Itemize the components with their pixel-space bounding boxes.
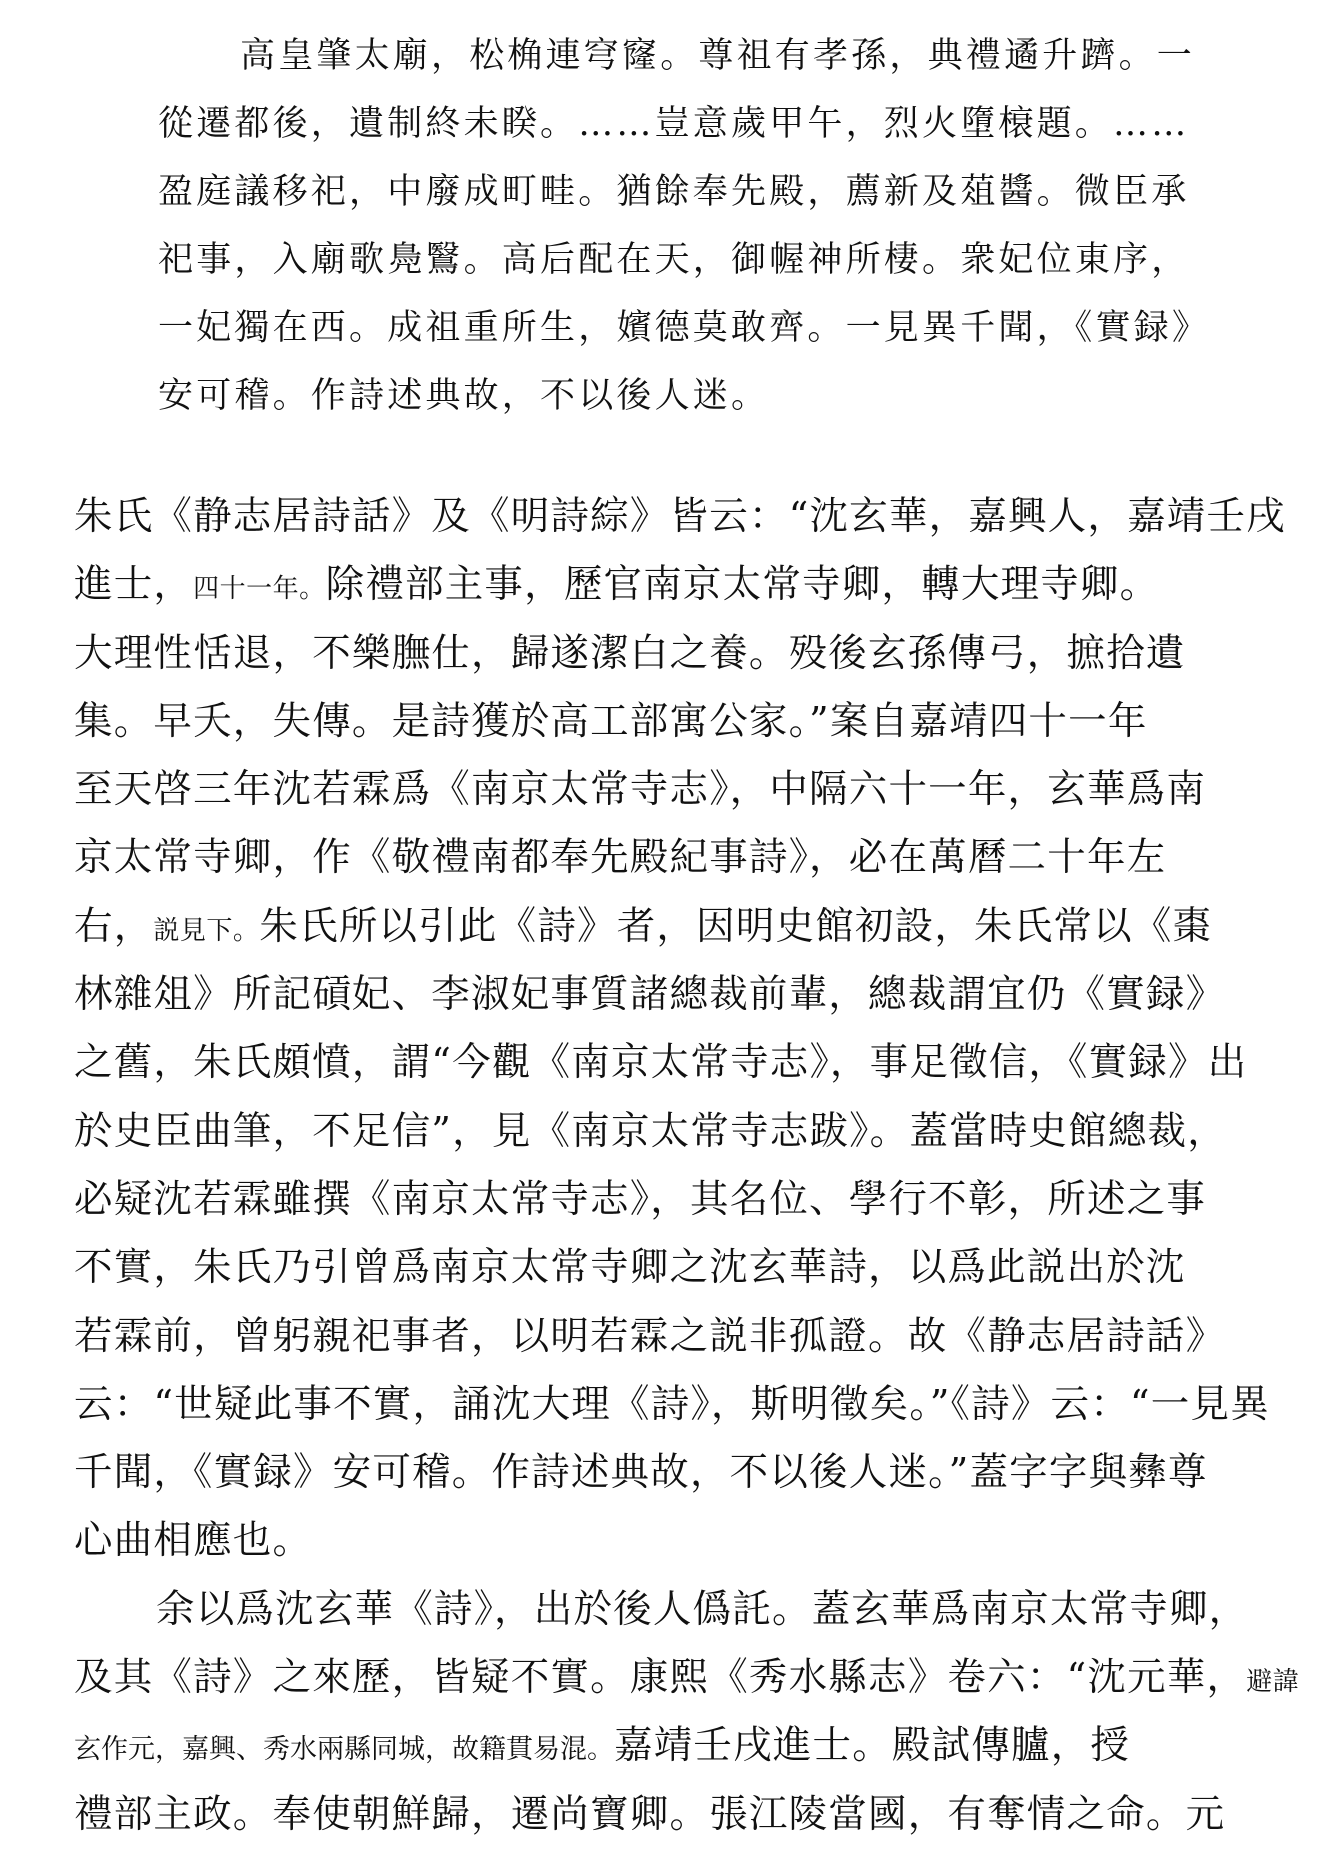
text-line: 禮部主政。奉使朝鮮歸，遷尚寶卿。張江陵當國，有奪情之命。元 [74,1791,1226,1837]
text-line: 不實，朱氏乃引曾爲南京太常寺卿之沈玄華詩，以爲此説出於沈 [74,1245,1186,1291]
text-run: 進士， [74,562,194,608]
paragraph-2 [74,1576,1300,1849]
body-text [74,483,1300,1849]
poem-line: 一妃獨在西。成祖重所生，嬪德莫敢齊。一見異千聞，《實録》 [158,308,1211,348]
poem-line: 高皇肇太廟，松桷連穹窿。尊祖有孝孫，典禮遹升躋。一 [240,36,1196,76]
text-run: 朱氏所以引此《詩》者，因明史館初設，朱氏常以《棗 [259,903,1213,949]
text-line: 必疑沈若霖雖撰《南京太常寺志》，其名位、學行不彰，所述之事 [74,1176,1207,1222]
text-line: 千聞，《實録》安可稽。作詩述典故，不以後人迷。”蓋字字與彝尊 [74,1450,1208,1496]
text-run: 右， [74,903,154,949]
text-line [74,1644,1300,1712]
text-line: 朱氏《静志居詩話》及《明詩綜》皆云：“沈玄華，嘉興人，嘉靖壬戌 [74,494,1286,539]
text-line: 之舊，朱氏頗憤，謂“今觀《南京太常寺志》，事足徵信，《實録》出 [74,1040,1248,1086]
text-line: 林雜俎》所記碽妃、李淑妃事質諸總裁前輩，總裁謂宜仍《實録》 [74,972,1226,1018]
text-line: 若霖前，曾躬親祀事者，以明若霖之説非孤證。故《静志居詩話》 [74,1313,1226,1359]
inline-note: 避諱 [1246,1667,1300,1698]
text-line [74,893,1264,961]
text-run: 及其《詩》之來歷，皆疑不實。康熙《秀水縣志》卷六：“沈元華， [74,1655,1247,1701]
text-line: 集。早夭，失傳。是詩獲於高工部寓公家。”案自嘉靖四十一年 [74,698,1148,744]
text-line: 於史臣曲筆，不足信”，見《南京太常寺志跋》。蓋當時史館總裁， [74,1108,1227,1154]
text-run: 嘉靖壬戌進士。殿試傳臚，授 [614,1723,1131,1769]
poem-line: 安可稽。作詩述典故，不以後人迷。 [158,376,770,416]
text-line: 至天啓三年沈若霖爲《南京太常寺志》，中隔六十一年，玄華爲南 [74,767,1207,813]
text-line: 云：“世疑此事不實，誦沈大理《詩》，斯明徵矣。”《詩》云：“一見異 [74,1381,1270,1427]
text-run: 除禮部主事，歷官南京太常寺卿，轉大理寺卿。 [325,562,1160,608]
text-line: 京太常寺卿，作《敬禮南都奉先殿紀事詩》，必在萬曆二十年左 [74,835,1167,881]
inline-note: 玄作元，嘉興、秀水兩縣同城，故籍貫易混。 [74,1734,614,1766]
text-line [74,551,1264,619]
text-line: 心曲相應也。 [74,1518,313,1564]
inline-note: 説見下。 [153,915,260,946]
paragraph-1 [74,483,1286,1576]
text-line: 余以爲沈玄華《詩》，出於後人僞託。蓋玄華爲南京太常寺卿， [156,1586,1249,1632]
poem-line: 盈庭議移祀，中廢成町畦。猶餘奉先殿，薦新及葅醬。微臣承 [158,172,1190,212]
text-line: 大理性恬退，不樂膴仕，歸遂潔白之養。殁後玄孫傳弓，摭拾遺 [74,630,1186,676]
text-line [74,1712,1264,1780]
poem-line: 祀事，入廟歌鳧鷖。高后配在天，御幄神所棲。衆妃位東序， [158,240,1190,280]
poem-line: 從遷都後，遺制終未睽。……豈意歲甲午，烈火墮榱題。…… [158,104,1190,144]
poem-block-quote [158,22,1258,430]
inline-note: 四十一年。 [193,574,326,605]
